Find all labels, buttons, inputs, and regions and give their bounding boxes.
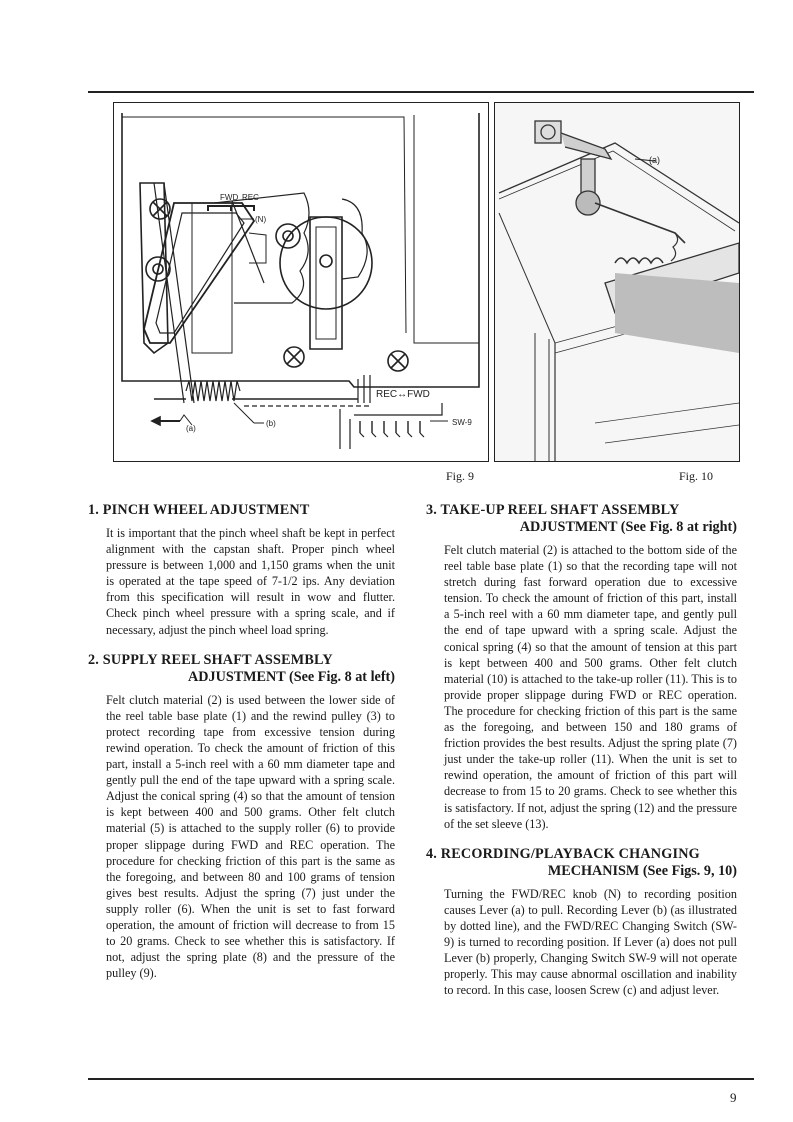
fig-10-caption: Fig. 10	[679, 469, 714, 483]
section-3-heading: 3. TAKE-UP REEL SHAFT ASSEMBLY	[426, 502, 680, 518]
section-4-subheading: MECHANISM (See Figs. 9, 10)	[547, 862, 737, 879]
left-column	[88, 502, 395, 981]
fig9-label-fwd: FWD	[220, 193, 239, 202]
figure-9-diagram	[114, 103, 488, 461]
fig9-label-b: (b)	[266, 419, 276, 428]
section-2-heading: 2. SUPPLY REEL SHAFT ASSEMBLY	[88, 651, 333, 668]
bottom-rule	[88, 1078, 754, 1080]
fig-9-caption: Fig. 9	[446, 469, 475, 483]
fig9-label-rec-fwd: REC↔FWD	[376, 389, 430, 400]
section-3-body: Felt clutch material (2) is attached to the bottom side of the reel table base plate (1) so that the recording tape will not stretch during fast forward operation due to excessive tension. To check the amount of friction of this part, install a 5-inch reel with a 60 mm diameter tape, and gently pull the end of tape upward with a spring scale. Adjust the conical spring (4) so that the amount of tension at this part is kept between 400 and 500 grams. Other felt clutch material (10) is attached to the take-up roller (11). This is to provide proper slippage during FWD or REC operation. The procedure for checking friction of this part is the same as the foregoing, and between 150 and 180 grams of friction provides the best results. Adjust the spring plate (7) just under the take-up roller (11). When the unit is set to rewind operation, the amount of friction of this part will decrease to from 15 to 20 grams. Check to see whether this is satisfactory. If not, adjust the spring (12) and the pressure of the set sleeve (13).	[444, 543, 737, 831]
section-1-body: It is important that the pinch wheel shaft be kept in perfect alignment with the capstan shaft. Proper pinch wheel pressure is between 1,000 and 1,150 grams when the unit is operated at the tape speed of 7-1/2 ips. Any deviation from this specification will result in wow and flutter. Check pinch wheel pressure with a spring scale, and if necessary, adjust the pinch wheel load spring.	[106, 526, 395, 637]
fig9-label-sw9: SW-9	[452, 418, 472, 427]
right-column	[426, 502, 737, 998]
fig9-label-a: (a)	[186, 424, 196, 433]
section-3-subheading: ADJUSTMENT (See Fig. 8 at right)	[519, 519, 737, 535]
fig9-label-rec: REC	[242, 193, 259, 202]
section-4-heading: 4. RECORDING/PLAYBACK CHANGING	[426, 845, 700, 862]
top-rule	[88, 91, 754, 93]
figure-9	[113, 102, 489, 462]
section-2-subheading: ADJUSTMENT (See Fig. 8 at left)	[187, 668, 395, 685]
section-1-heading: 1. PINCH WHEEL ADJUSTMENT	[88, 502, 310, 518]
fig9-label-n: (N)	[255, 215, 267, 224]
figure-10-photo	[495, 103, 739, 461]
figure-10	[494, 102, 740, 462]
section-4-body: Turning the FWD/REC knob (N) to recording position causes Lever (a) to pull. Recording Lever (b) (as illustrated by dotted line), and the FWD/REC Changing Switch (SW-9) is turned to recording position. If Lever (a) does not pull Lever (b) properly, Changing Switch SW-9 will not operate properly. This may cause abnormal oscillation and inability to record. In this case, loosen Screw (c) and adjust lever.	[444, 886, 737, 998]
page-number: 9	[730, 1090, 737, 1105]
fig10-label-a: (a)	[649, 155, 660, 165]
section-2-body: Felt clutch material (2) is used between the lower side of the reel table base plate (1) and the rewind pulley (3) to protect recording tape from excessive tension during rewind operation. To check the amount of friction of this part, install a 5-inch reel with a 60 mm diameter tape and gently pull the end of the tape upward with a spring scale. Adjust the conical spring (4) so that the amount of tension is kept between 400 and 500 grams. Other felt clutch material (5) is attached to the supply roller (6) to provide proper slippage during FWD and REC operation. The procedure for checking friction of this part is the same as the foregoing, and between 80 and 100 grams of tension gives best results. Adjust the spring (7) just under the supply roller (6). When the unit is set to fast forward operation, the amount of friction will decrease to from 15 to 20 grams. Check to see whether this is satisfactory. If not, adjust the spring plate (8) and the pressure of the pulley (9).	[106, 692, 395, 981]
